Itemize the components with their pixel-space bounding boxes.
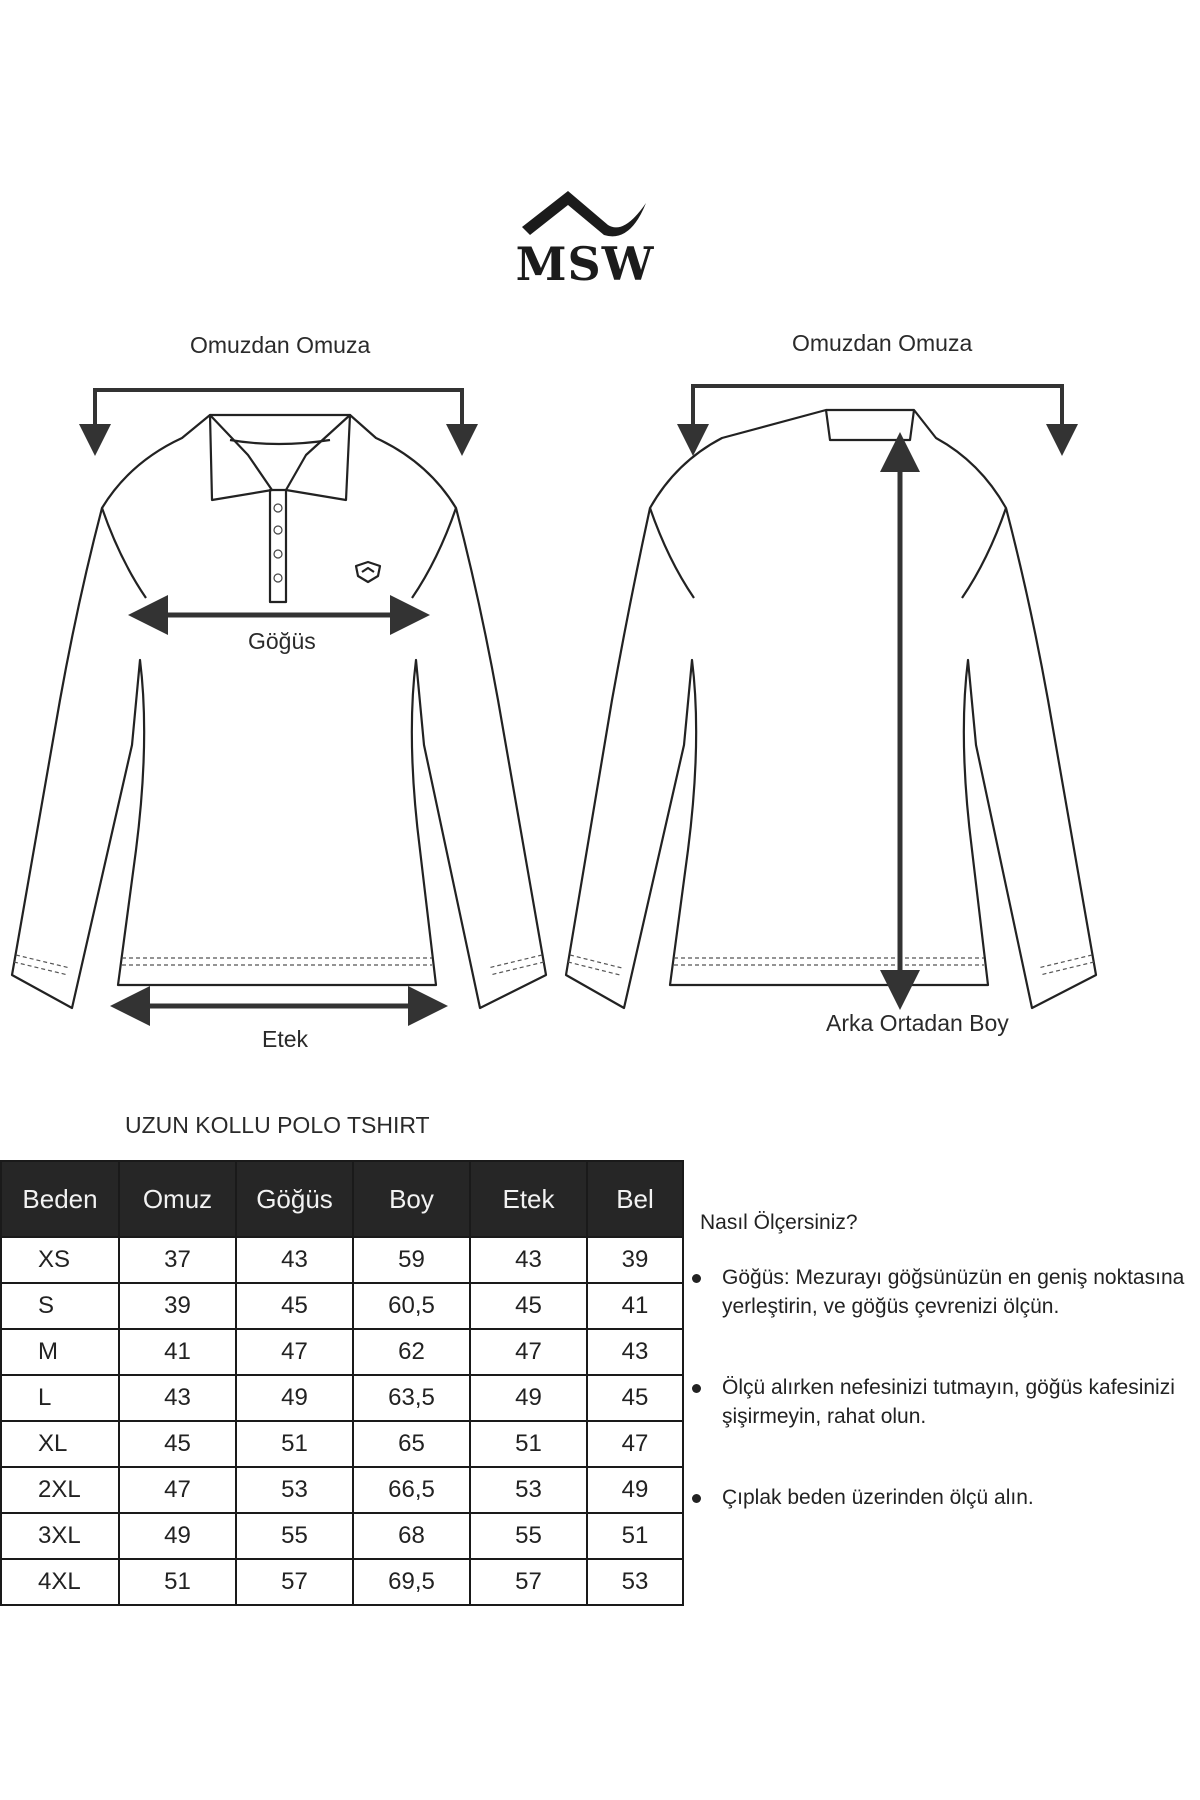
table-cell: 41 [119,1329,236,1375]
table-cell: 49 [236,1375,353,1421]
back-stitching [568,955,1094,975]
back-shoulder-label: Omuzdan Omuza [792,330,973,356]
front-shoulder-label: Omuzdan Omuza [190,332,371,358]
table-row [1,1559,683,1605]
table-row [1,1467,683,1513]
guide-tip-text: Çıplak beden üzerinden ölçü alın. [722,1486,1034,1509]
bullet-icon [692,1384,701,1393]
table-cell: 41 [587,1283,683,1329]
table-cell: 43 [470,1237,587,1283]
front-buttons [274,504,282,582]
brand-name: MSW [515,237,655,291]
table-cell: 68 [353,1513,470,1559]
guide-tip-text: Göğüs: Mezurayı göğsünüzün en geniş noktasına yerleştirin, ve göğüs çevrenizi ölçün. [722,1266,1185,1318]
table-cell: 45 [470,1283,587,1329]
column-header: Beden [1,1161,119,1237]
roof-mark-icon [520,185,650,240]
front-chest-label: Göğüs [248,628,316,654]
table-cell: 66,5 [353,1467,470,1513]
table-cell: 49 [119,1513,236,1559]
size-cell: 4XL [1,1559,119,1605]
table-row [1,1421,683,1467]
table-cell: 45 [236,1283,353,1329]
front-hem-label: Etek [262,1026,309,1052]
bullet-icon [692,1494,701,1503]
table-cell: 53 [587,1559,683,1605]
table-cell: 37 [119,1237,236,1283]
table-cell: 62 [353,1329,470,1375]
table-cell: 47 [236,1329,353,1375]
measuring-guide [700,1208,1200,1512]
back-shoulder-arrow [693,386,1062,412]
table-cell: 43 [587,1329,683,1375]
table-cell: 53 [470,1467,587,1513]
size-cell: XL [1,1421,119,1467]
column-header: Boy [353,1161,470,1237]
table-cell: 45 [119,1421,236,1467]
table-cell: 63,5 [353,1375,470,1421]
column-header: Bel [587,1161,683,1237]
size-cell: 3XL [1,1513,119,1559]
table-cell: 43 [236,1237,353,1283]
table-row [1,1375,683,1421]
table-cell: 39 [119,1283,236,1329]
table-cell: 51 [470,1421,587,1467]
back-length-label: Arka Ortadan Boy [826,1010,1009,1036]
garment-diagram [0,370,1200,1060]
back-shirt-outline [566,410,1096,1008]
size-chart-title: UZUN KOLLU POLO TSHIRT [125,1112,430,1138]
size-cell: XS [1,1237,119,1283]
table-cell: 45 [587,1375,683,1421]
guide-title: Nasıl Ölçersiniz? [700,1211,858,1234]
size-cell: L [1,1375,119,1421]
guide-tip [700,1483,1200,1512]
table-cell: 65 [353,1421,470,1467]
column-header: Göğüs [236,1161,353,1237]
table-cell: 49 [587,1467,683,1513]
size-table [0,1160,684,1606]
table-cell: 39 [587,1237,683,1283]
size-cell: 2XL [1,1467,119,1513]
table-cell: 60,5 [353,1283,470,1329]
table-row [1,1283,683,1329]
table-cell: 55 [236,1513,353,1559]
guide-tip [700,1263,1200,1321]
table-cell: 51 [119,1559,236,1605]
column-header: Etek [470,1161,587,1237]
table-row [1,1513,683,1559]
table-row [1,1329,683,1375]
table-cell: 49 [470,1375,587,1421]
table-row [1,1237,683,1283]
table-cell: 53 [236,1467,353,1513]
table-cell: 51 [236,1421,353,1467]
table-cell: 57 [236,1559,353,1605]
table-cell: 55 [470,1513,587,1559]
front-shoulder-arrow [95,390,462,412]
column-header: Omuz [119,1161,236,1237]
guide-tip-text: Ölçü alırken nefesinizi tutmayın, göğüs kafesinizi şişirmeyin, rahat olun. [722,1376,1175,1428]
size-cell: S [1,1283,119,1329]
table-cell: 69,5 [353,1559,470,1605]
front-stitching [14,955,544,975]
table-cell: 47 [119,1467,236,1513]
table-cell: 47 [470,1329,587,1375]
table-cell: 47 [587,1421,683,1467]
table-cell: 57 [470,1559,587,1605]
guide-tip [700,1373,1200,1431]
table-cell: 43 [119,1375,236,1421]
table-cell: 51 [587,1513,683,1559]
table-header-row [1,1161,683,1237]
table-cell: 59 [353,1237,470,1283]
bullet-icon [692,1274,701,1283]
size-cell: M [1,1329,119,1375]
brand-logo [510,185,655,295]
